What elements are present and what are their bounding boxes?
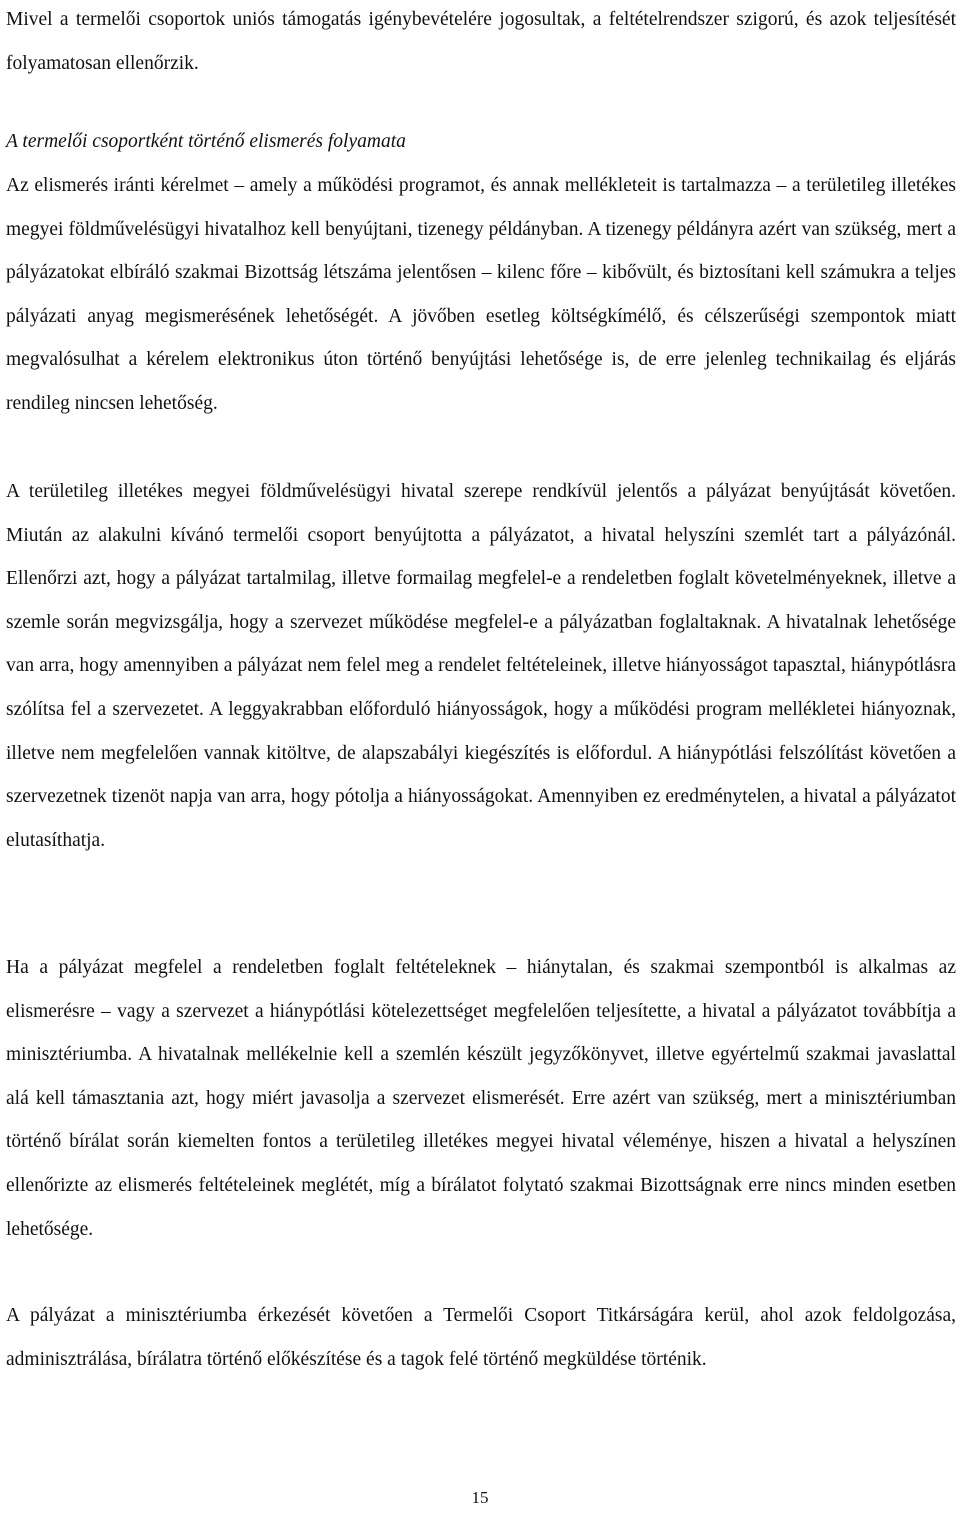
page-number: 15 xyxy=(471,1488,489,1507)
paragraph-intro: Mivel a termelői csoportok uniós támogatás igénybevételére jogosultak, a feltételrendszer szigorú, és azok teljesítését folyamatosan ellenőrzik. xyxy=(6,9,956,74)
paragraph-application: Az elismerés iránti kérelmet – amely a működési programot, és annak mellékleteit is tartalmazza – a területileg illetékes megyei földművelésügyi hivatalhoz kell benyújtani, tizenegy példányban. A tizenegy példányra azért van szükség, mert a pályázatokat elbíráló szakmai Bizottság létszáma jelentősen – kilenc főre – kibővült, és biztosítani kell számukra a teljes pályázati anyag megismerésének lehetőségét. A jövőben esetleg költségkímélő, és célszerűségi szempontok miatt megvalósulhat a kérelem elektronikus úton történő benyújtási lehetősége is, de erre jelenleg technikailag és eljárás rendileg nincsen lehetőség. xyxy=(6,175,956,414)
section-heading: A termelői csoportként történő elismerés folyamata xyxy=(6,131,406,152)
paragraph-office-role: A területileg illetékes megyei földművelésügyi hivatal szerepe rendkívül jelentős a pályázat benyújtását követően. Miután az alakulni kívánó termelői csoport benyújtotta a pályázatot, a hivatal helyszíni szemlét tart a pályázónál. Ellenőrzi azt, hogy a pályázat tartalmilag, illetve formailag megfelel-e a rendeletben foglalt követelményeknek, illetve a szemle során megvizsgálja, hogy a szervezet működése megfelel-e a pályázatban foglaltaknak. A hivatalnak lehetősége van arra, hogy amennyiben a pályázat nem felel meg a rendelet feltételeinek, illetve hiányosságot tapasztal, hiánypótlásra szólítsa fel a szervezetet. A leggyakrabban előforduló hiányosságok, hogy a működési program mellékletei hiányoznak, illetve nem megfelelően vannak kitöltve, de alapszabályi kiegészítés is előfordul. A hiánypótlási felszólítást követően a szervezetnek tizenöt napja van arra, hogy pótolja a hiányosságokat. Amennyiben ez eredménytelen, a hivatal a pályázatot elutasíthatja. xyxy=(6,481,956,851)
paragraph-ministry: A pályázat a minisztériumba érkezését követően a Termelői Csoport Titkárságára kerül, ahol azok feldolgozása, adminisztrálása, bírálatra történő előkészítése és a tagok felé történő megküldése történik. xyxy=(6,1305,956,1370)
paragraph-forwarding: Ha a pályázat megfelel a rendeletben foglalt feltételeknek – hiánytalan, és szakmai szempontból is alkalmas az elismerésre – vagy a szervezet a hiánypótlási kötelezettséget megfelelően teljesítette, a hivatal a pályázatot továbbítja a minisztériumba. A hivatalnak mellékelnie kell a szemlén készült jegyzőkönyvet, illetve egyértelmű szakmai javaslattal alá kell támasztania azt, hogy miért javasolja a szervezet elismerését. Erre azért van szükség, mert a minisztériumban történő bírálat során kiemelten fontos a területileg illetékes megyei hivatal véleménye, hiszen a hivatal a helyszínen ellenőrizte az elismerés feltételeinek meglétét, míg a bírálatot folytató szakmai Bizottságnak erre nincs minden esetben lehetősége. xyxy=(6,957,956,1240)
